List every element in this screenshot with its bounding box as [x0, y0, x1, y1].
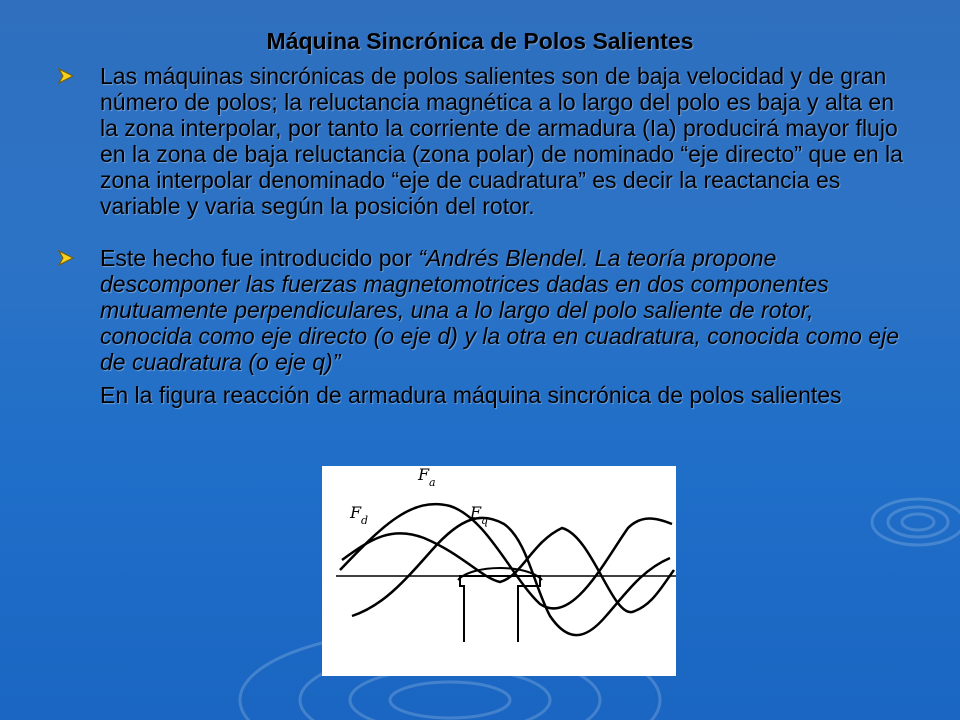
- fd-label-subscript: d: [361, 514, 369, 527]
- bullet-item-2: [58, 245, 908, 375]
- bullet-text-2: Este hecho fue introducido por: [100, 245, 419, 271]
- arrow-bullet-icon: [58, 250, 74, 266]
- slide-title: Máquina Sincrónica de Polos Salientes: [266, 28, 694, 54]
- fd-curve: [342, 528, 674, 612]
- bullet-quote-2: “Andrés Blendel. La teoría propone descomponer las fuerzas magnetomotrices dadas en dos componentes mutuamente perpendiculares, una a lo largo del polo saliente de rotor, conocida como eje directo (o eje d) y la otra en cuadratura, conocida como eje de cuadratura (o eje q)”: [100, 245, 900, 375]
- fa-label: F: [418, 466, 430, 484]
- armature-reaction-figure: [322, 466, 676, 676]
- arrow-bullet-icon: [58, 68, 74, 84]
- figure-caption-paragraph: [58, 382, 908, 408]
- salient-pole: [460, 576, 540, 642]
- fq-label-subscript: q: [481, 514, 489, 527]
- fa-label-subscript: a: [429, 476, 436, 489]
- bullet-text-1: Las máquinas sincrónicas de polos salientes son de baja velocidad y de gran número de polos; la reluctancia magnética a lo largo del polo es baja y alta en la zona interpolar, por tanto la corriente de armadura (Ia) producirá mayor flujo en la zona de baja reluctancia (zona polar) de nominado “eje directo” que en la zona interpolar denominado “eje de cuadratura” es decir la reactancia es variable y varia según la posición del rotor.: [100, 63, 903, 219]
- fq-label: F: [470, 503, 482, 522]
- pole-shoe: [458, 568, 542, 580]
- fd-label: F: [350, 503, 362, 522]
- paragraph-text: En la figura reacción de armadura máquina sincrónica de polos salientes: [100, 382, 842, 408]
- bullet-item-1: [58, 63, 908, 219]
